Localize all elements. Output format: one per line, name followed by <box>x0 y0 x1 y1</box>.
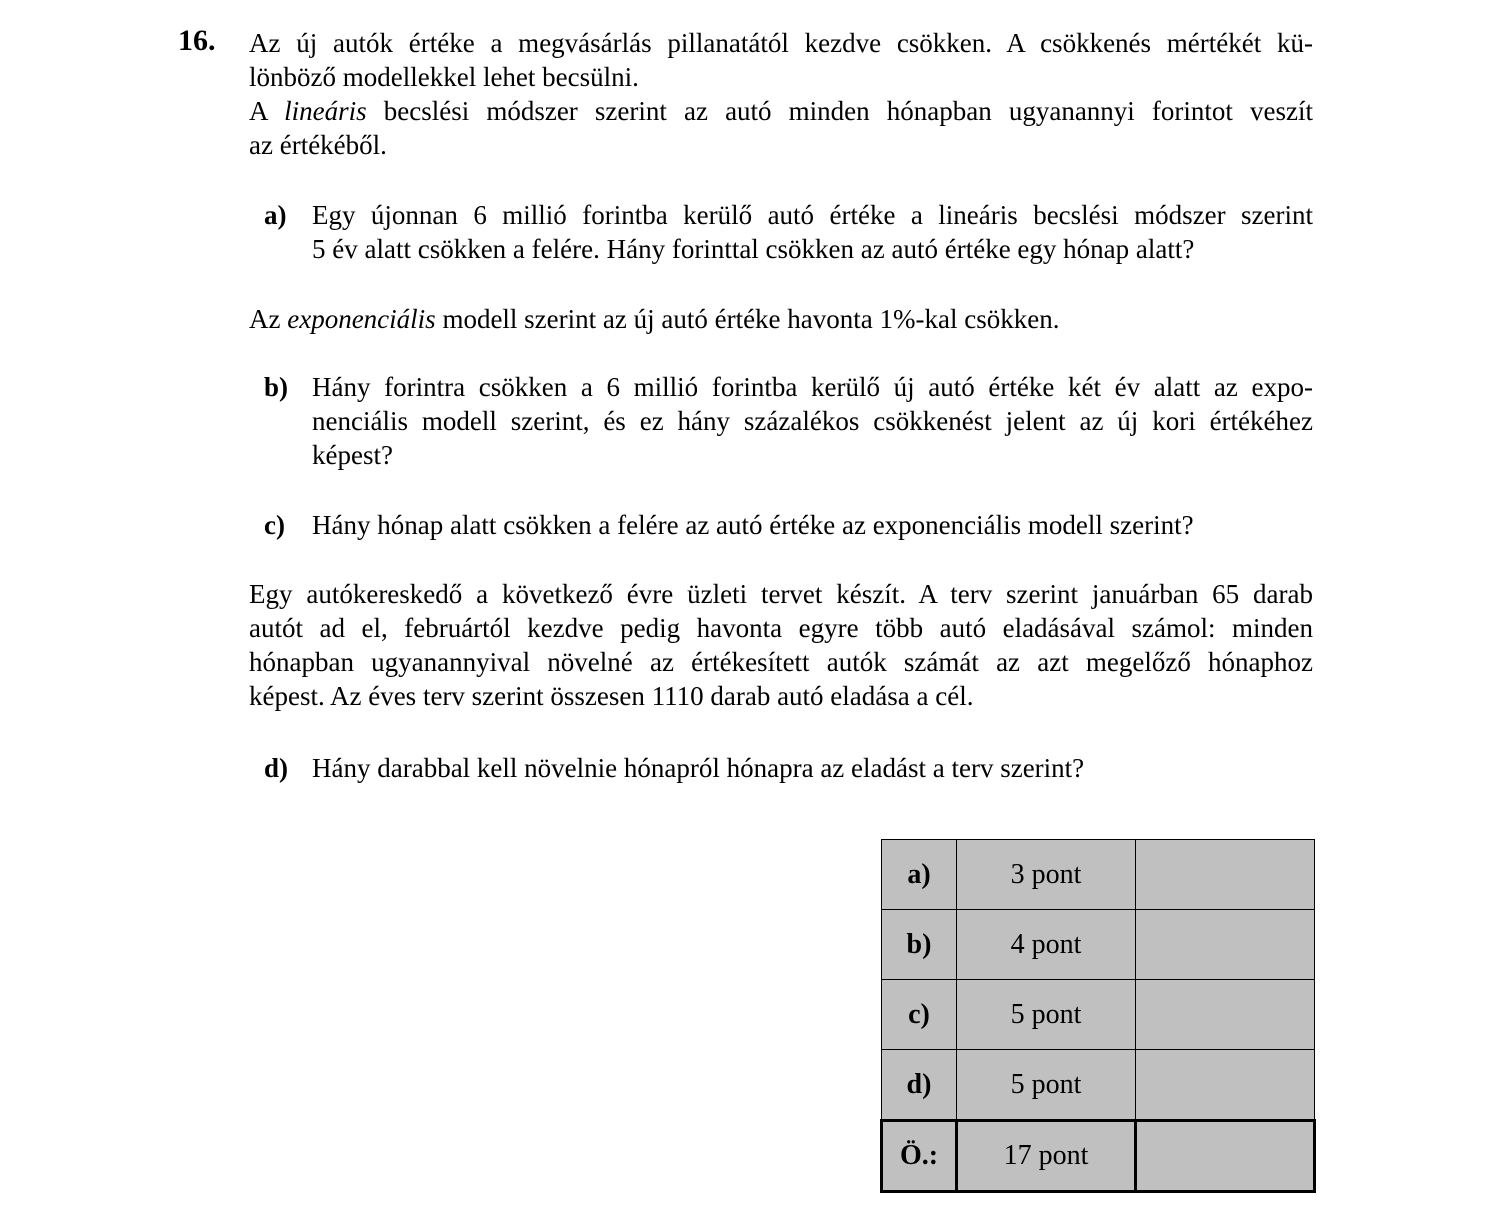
part-c <box>264 508 1313 542</box>
dealer-paragraph <box>249 577 1313 713</box>
part-line: Hány forintra csökken a 6 millió forintba kerülő új autó értéke két év alatt az expo- <box>312 372 1313 402</box>
exponential-model-paragraph <box>249 302 1313 336</box>
dealer-line: képest. Az éves terv szerint összesen 1110 darab autó eladása a cél. <box>249 681 974 711</box>
score-max-points: 5 pont <box>957 980 1136 1050</box>
score-part-label: b) <box>882 910 957 980</box>
part-line: nenciális modell szerint, és ez hány százalékos csökkenést jelent az új kori értékéhez <box>312 406 1313 436</box>
text-fragment: A <box>249 96 285 126</box>
part-label: d) <box>264 753 289 783</box>
part-b-text <box>312 370 1313 472</box>
dealer-line: autót ad el, februártól kezdve pedig havonta egyre több autó eladásával számol: minden <box>249 613 1313 643</box>
exponential-line <box>249 302 1313 336</box>
score-earned-cell[interactable] <box>1136 910 1315 980</box>
intro-line: lönböző modellekkel lehet becsülni. <box>249 62 639 92</box>
dealer-line: hónapban ugyanannyival növelné az értékesített autók számát az azt megelőző hónaphoz <box>249 647 1313 677</box>
part-c-text <box>312 508 1313 542</box>
text-fragment: Az <box>249 304 288 334</box>
linear-term: lineáris <box>284 96 367 126</box>
text-fragment: modell szerint az új autó értéke havonta 1%-kal csökken. <box>435 304 1060 334</box>
part-line: képest? <box>312 440 393 470</box>
score-earned-cell[interactable] <box>1136 840 1315 910</box>
part-d <box>264 751 1313 785</box>
score-part-label: a) <box>882 840 957 910</box>
intro-paragraph <box>249 26 1313 162</box>
text-fragment: becslési módszer szerint az autó minden hónapban ugyanannyi forintot veszít <box>366 96 1313 126</box>
part-line: Hány hónap alatt csökken a felére az autó értéke az exponenciális modell szerint? <box>312 510 1194 540</box>
part-label: a) <box>264 200 287 230</box>
part-line: 5 év alatt csökken a felére. Hány forinttal csökken az autó értéke egy hónap alatt? <box>312 234 1195 264</box>
part-label: c) <box>264 510 285 540</box>
score-row <box>882 980 1315 1050</box>
score-row <box>882 910 1315 980</box>
score-part-label: c) <box>882 980 957 1050</box>
part-label: b) <box>264 372 289 402</box>
linear-model-line <box>249 94 1313 128</box>
score-total-earned-cell[interactable] <box>1136 1121 1315 1192</box>
score-earned-cell[interactable] <box>1136 980 1315 1050</box>
score-part-label: d) <box>882 1050 957 1121</box>
part-a-text <box>312 198 1313 266</box>
score-max-points: 3 pont <box>957 840 1136 910</box>
dealer-line: Egy autókereskedő a következő évre üzleti tervet készít. A terv szerint januárban 65 darab <box>249 579 1313 609</box>
part-b <box>264 370 1313 472</box>
score-row <box>882 840 1315 910</box>
part-d-text <box>312 751 1313 785</box>
part-line: Egy újonnan 6 millió forintba kerülő autó értéke a lineáris becslési módszer szerint <box>312 200 1313 230</box>
score-total-label: Ö.: <box>882 1121 957 1192</box>
score-total-points: 17 pont <box>957 1121 1136 1192</box>
exponential-term: exponenciális <box>287 304 436 334</box>
score-total-row <box>882 1121 1315 1192</box>
part-line: Hány darabbal kell növelnie hónapról hónapra az eladást a terv szerint? <box>312 753 1085 783</box>
score-table <box>880 839 1316 1193</box>
linear-model-line-2: az értékéből. <box>249 130 387 160</box>
problem-number: 16. <box>178 24 216 57</box>
score-row <box>882 1050 1315 1121</box>
part-a <box>264 198 1313 266</box>
score-max-points: 5 pont <box>957 1050 1136 1121</box>
score-earned-cell[interactable] <box>1136 1050 1315 1121</box>
intro-line: Az új autók értéke a megvásárlás pillanatától kezdve csökken. A csökkenés mértékét kü- <box>249 28 1313 58</box>
score-max-points: 4 pont <box>957 910 1136 980</box>
